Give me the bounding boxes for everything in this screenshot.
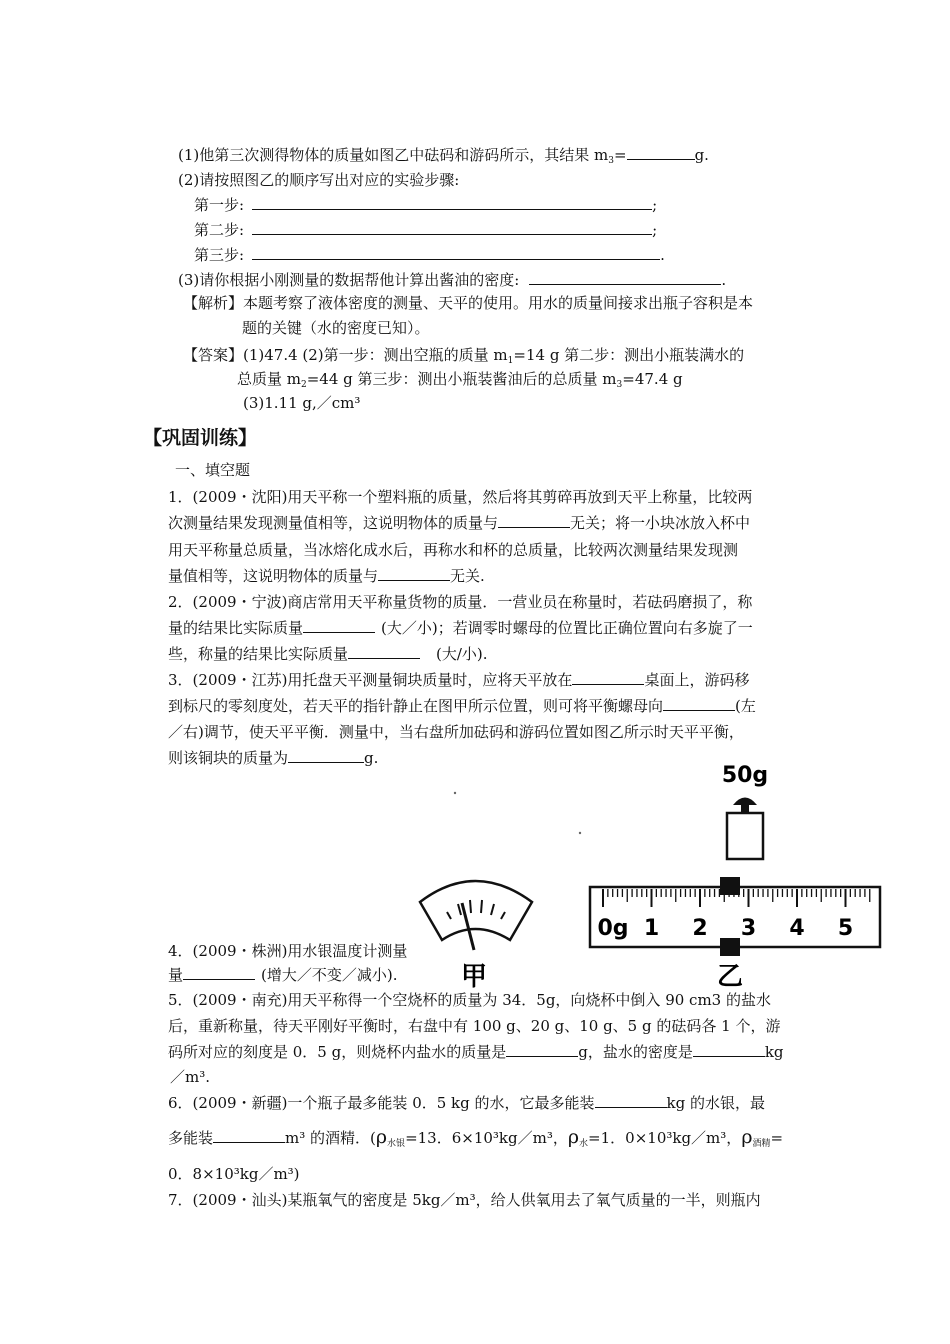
weight-block xyxy=(727,798,763,860)
q3-line-4: 则该铜块的质量为 g. xyxy=(168,749,379,767)
q-prev-part1: (1)他第三次测得物体的质量如图乙中砝码和游码所示，其结果 $m_3= g$. xyxy=(178,146,709,166)
answer-blank[interactable] xyxy=(183,965,255,980)
q3-line-2: 到标尺的零刻度处，若天平的指针静止在图甲所示位置，则可将平衡螺母向 (左 xyxy=(168,697,756,715)
weight-label: 50g xyxy=(721,763,769,788)
q2-line-2: 量的结果比实际质量 (大／小)；若调零时螺母的位置比正确位置向右多旋了一 xyxy=(168,619,753,637)
answer-blank[interactable] xyxy=(506,1042,578,1057)
q6-line-3: 0．8×10³kg／m³) xyxy=(168,1165,300,1183)
q5-line-2: 后，重新称量，待天平刚好平衡时，右盘中有 100 g、20 g、10 g、5 g 的砝码各 1 个，游 xyxy=(168,1017,781,1035)
step-three: 第三步: . xyxy=(194,246,665,264)
step-one: 第一步: ; xyxy=(194,196,658,214)
answer-blank[interactable] xyxy=(213,1128,285,1143)
q1-line-3: 用天平称量总质量，当冰熔化成水后，再称水和杯的总质量，比较两次测量结果发现测 xyxy=(168,541,739,559)
q7-line-1: 7．(2009・汕头)某瓶氧气的密度是 5kg／m³，给人供氧用去了氧气质量的一半，则瓶内 xyxy=(168,1191,761,1209)
speck xyxy=(579,832,581,834)
analysis-line-1: 【解析】本题考察了液体密度的测量、天平的使用。用水的质量间接求出瓶子容积是本 xyxy=(183,294,754,312)
pointer-dial xyxy=(420,881,532,950)
q3-line-3: ／右)调节，使天平平衡．测量中，当右盘所加砝码和游码位置如图乙所示时天平平衡， xyxy=(168,723,744,741)
label-jia: 甲 xyxy=(460,962,488,992)
label-yi: 乙 xyxy=(716,962,744,992)
q5-line-3: 码所对应的刻度是 0．5 g，则烧杯内盐水的质量是 g，盐水的密度是 kg xyxy=(168,1043,784,1061)
rider-bottom[interactable] xyxy=(720,938,740,956)
ruler-label: 3 xyxy=(740,916,757,941)
q5-line-1: 5．(2009・南充)用天平称得一个空烧杯的质量为 34．5g，向烧杯中倒入 90 cm3 的盐水 xyxy=(168,991,771,1009)
q6-line-2: 多能装 m³ 的酒精．($\rho_{水银}=13$．6×10³kg／m³，$\rho_水=1$．0×10³kg／m³，$\rho_{酒精}=$ xyxy=(168,1126,784,1149)
answer-blank[interactable] xyxy=(595,1093,667,1108)
step-two: 第二步: ; xyxy=(194,221,658,239)
q4-line-1: 4．(2009・株洲)用水银温度计测量 xyxy=(168,942,408,960)
q1-line-1: 1．(2009・沈阳)用天平称一个塑料瓶的质量，然后将其剪碎再放到天平上称量，比较两 xyxy=(168,488,753,506)
pointer-needle xyxy=(462,903,474,950)
section-title: 【巩固训练】 xyxy=(143,427,258,449)
q5-line-4: ／m³. xyxy=(170,1068,211,1086)
q6-line-1: 6．(2009・新疆)一个瓶子最多能装 0．5 kg 的水，它最多能装 kg 的水银，最 xyxy=(168,1094,765,1112)
rider-top[interactable] xyxy=(720,877,740,895)
answer-line-1: 【答案】(1)47.4 (2)第一步：测出空瓶的质量 $m_1=14$ g 第二步：测出小瓶装满水的 xyxy=(183,346,745,366)
ruler-label: 1 xyxy=(643,916,660,941)
q1-line-4: 量值相等，这说明物体的质量与 无关. xyxy=(168,567,485,585)
answer-blank[interactable] xyxy=(693,1042,765,1057)
q2-line-3: 些，称量的结果比实际质量 (大/小). xyxy=(168,645,488,663)
q3-line-1: 3．(2009・江苏)用托盘天平测量铜块质量时，应将天平放在 桌面上，游码移 xyxy=(168,671,750,689)
speck xyxy=(454,792,456,794)
ruler-label: 0g xyxy=(597,916,629,941)
q-prev-part3: (3)请你根据小刚测量的数据帮他计算出酱油的密度: . xyxy=(178,271,727,289)
ruler xyxy=(590,877,880,956)
q1-line-2: 次测量结果发现测量值相等，这说明物体的质量与 无关；将一小块冰放入杯中 xyxy=(168,514,751,532)
answer-line-2: 总质量 $m_2=44$ g 第三步：测出小瓶装酱油后的总质量 $m_3=47.4$ g xyxy=(237,370,683,390)
analysis-line-2: 题的关键（水的密度已知）。 xyxy=(242,319,430,337)
q2-line-1: 2．(2009・宁波)商店常用天平称量货物的质量．一营业员在称量时，若砝码磨损了，称 xyxy=(168,593,753,611)
answer-line-3: (3)1.11 g,／cm³ xyxy=(243,394,361,412)
subsection-title: 一、填空题 xyxy=(175,461,251,479)
q4-line-2: 量 (增大／不变／减小). xyxy=(168,966,398,984)
ruler-label: 5 xyxy=(837,916,854,941)
ruler-label: 4 xyxy=(789,916,805,941)
ruler-labels xyxy=(597,916,853,941)
q-prev-part2: (2)请按照图乙的顺序写出对应的实验步骤: xyxy=(178,171,460,189)
ruler-label: 2 xyxy=(692,916,708,941)
